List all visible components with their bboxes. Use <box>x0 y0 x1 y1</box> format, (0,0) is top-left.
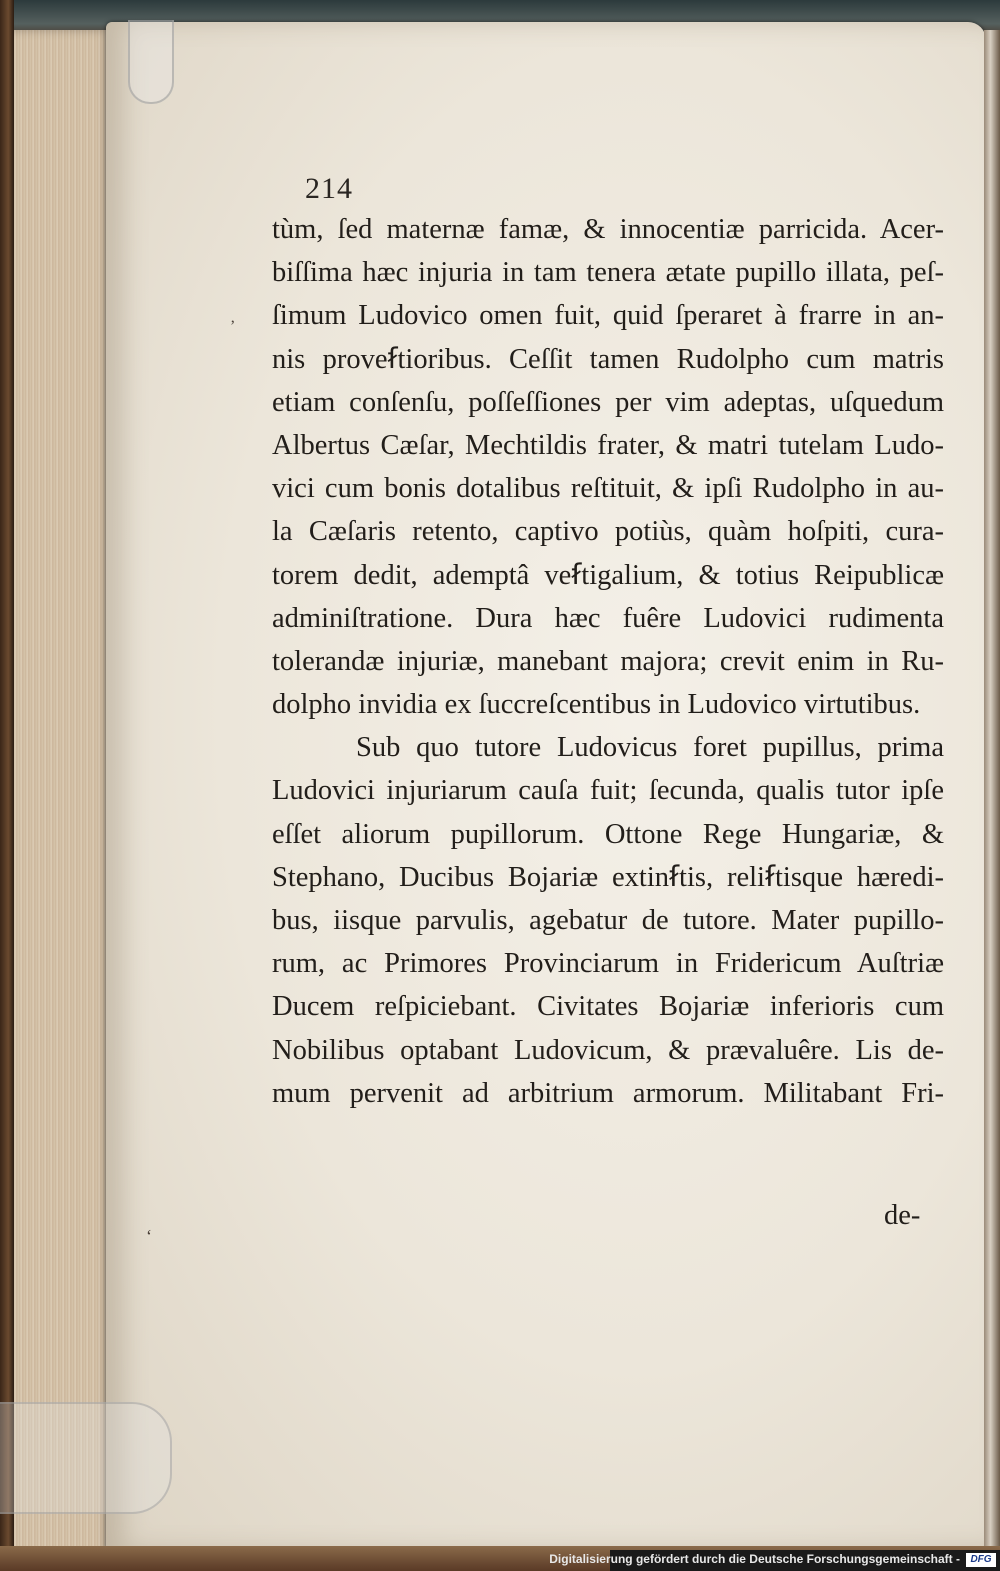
text-line: nis proveẜtioribus. Ceſſit tamen Rudolpho cum matris <box>272 343 944 375</box>
text-line: tùm, ſed maternæ famæ, & innocentiæ parricida. Acer- <box>272 214 944 245</box>
text-line: etiam conſenſu, poſſeſſiones per vim adeptas, uſquedum <box>272 386 944 418</box>
text-line: Ludovici injuriarum cauſa fuit; ſecunda, qualis tutor ipſe <box>272 775 944 807</box>
text-line: la Cæſaris retento, captivo potiùs, quàm hoſpiti, cura- <box>272 516 944 548</box>
page-clip-top <box>128 20 174 104</box>
text-line: Nobilibus optabant Ludovicum, & prævaluêre. Lis de- <box>272 1034 944 1066</box>
text-line: eſſet aliorum pupillorum. Ottone Rege Hungariæ, & <box>272 818 944 850</box>
catchword: de- <box>884 1200 921 1231</box>
text-line: torem dedit, ademptâ veẜtigalium, & totius Reipublicæ <box>272 559 944 591</box>
page-edges <box>0 30 112 1560</box>
text-line: rum, ac Primores Provinciarum in Fridericum Auſtriæ <box>272 948 944 980</box>
footer-credit: Digitalisierung gefördert durch die Deutsche Forschungsgemeinschaft - <box>549 1552 960 1566</box>
text-line: biſſima hæc injuria in tam tenera ætate pupillo illata, peſ- <box>272 257 944 289</box>
text-line: tolerandæ injuriæ, manebant majora; crevit enim in Ru- <box>272 645 944 677</box>
right-page-edge <box>984 30 1000 1550</box>
text-line: Ducem reſpiciebant. Civitates Bojariæ inferioris cum <box>272 991 944 1023</box>
text-line: dolpho invidia ex ſuccreſcentibus in Ludovico virtutibus. <box>272 689 921 721</box>
text-line: Sub quo tutore Ludovicus foret pupillus, prima <box>356 732 944 764</box>
dfg-logo-icon: DFG <box>966 1553 996 1567</box>
book-cover-edge <box>0 0 14 1571</box>
text-line: vici cum bonis dotalibus reſtituit, & ipſi Rudolpho in au- <box>272 473 944 505</box>
text-line: bus, iisque parvulis, agebatur de tutore. Mater pupillo- <box>272 905 944 936</box>
page-clip-bottom <box>0 1402 172 1514</box>
text-line: Albertus Cæſar, Mechtildis frater, & matri tutelam Ludo- <box>272 429 944 461</box>
text-line: Stephano, Ducibus Bojariæ extinẜtis, reliẜtisque hæredi- <box>272 861 944 893</box>
body-text <box>272 208 944 1115</box>
margin-mark: ʻ <box>146 1226 152 1246</box>
page-number: 214 <box>305 172 353 205</box>
text-line: mum pervenit ad arbitrium armorum. Militabant Fri- <box>272 1077 944 1109</box>
text-line: ſimum Ludovico omen fuit, quid ſperaret à frarre in an- <box>272 300 944 332</box>
margin-mark: ʼ <box>230 318 236 335</box>
digitization-footer <box>549 1550 1000 1571</box>
text-line: adminiſtratione. Dura hæc fuêre Ludovici rudimenta <box>272 602 944 634</box>
